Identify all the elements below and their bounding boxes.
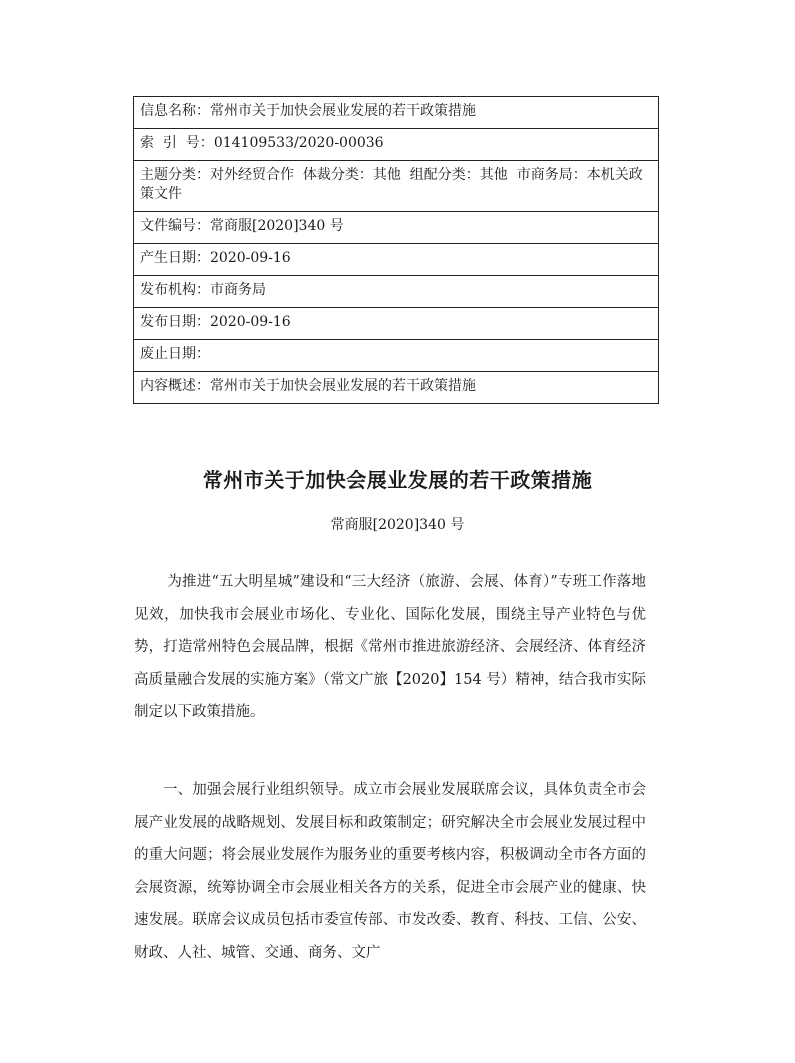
info-value: 2020-09-16	[210, 314, 291, 330]
info-row-expiry-date	[134, 340, 659, 372]
info-cell	[134, 212, 659, 244]
info-cell	[134, 244, 659, 276]
info-row-category	[134, 161, 659, 212]
info-row-publisher	[134, 276, 659, 308]
info-cell	[134, 372, 659, 404]
info-cell	[134, 340, 659, 372]
info-row-file-number	[134, 212, 659, 244]
info-cell	[134, 129, 659, 161]
paragraph-intro: 为推进“五大明星城”建设和“三大经济（旅游、会展、体育）”专班工作落地见效，加快我市会展业市场化、专业化、国际化发展，围绕主导产业特色与优势，打造常州特色会展品牌，根据《常州市推进旅游经济、会展经济、体育经济高质量融合发展的实施方案》（常文广旅【2020】154 号）精神，结合我市实际制定以下政策措施。	[134, 574, 646, 720]
document-number: 常商服[2020]340 号	[330, 517, 465, 533]
document-title: 常州市关于加快会展业发展的若干政策措施	[202, 468, 593, 492]
info-row-publish-date	[134, 308, 659, 340]
info-label: 索 引 号：	[140, 135, 214, 151]
info-value: 对外经贸合作 体裁分类：其他 组配分类：其他 市商务局：本机关政策文件	[140, 167, 643, 202]
info-label: 信息名称：	[140, 103, 210, 119]
info-label: 发布机构：	[140, 282, 210, 298]
info-value: 市商务局	[210, 282, 266, 298]
paragraph-section-1: 一、加强会展行业组织领导。成立市会展业发展联席会议，具体负责全市会展产业发展的战略规划、发展目标和政策制定；研究解决全市会展业发展过程中的重大问题；将会展业发展作为服务业的重要考核内容，积极调动全市各方面的会展资源，统筹协调全市会展业相关各方的关系，促进全市会展产业的健康、快速发展。联席会议成员包括市委宣传部、市发改委、教育、科技、工信、公安、财政、人社、城管、交通、商务、文广	[134, 782, 646, 961]
info-cell	[134, 276, 659, 308]
info-label: 文件编号：	[140, 218, 210, 234]
info-row-index	[134, 129, 659, 161]
info-label: 主题分类：	[140, 167, 210, 183]
info-label: 内容概述：	[140, 378, 210, 394]
info-row-name	[134, 97, 659, 129]
info-value: 常州市关于加快会展业发展的若干政策措施	[210, 103, 476, 119]
info-cell	[134, 97, 659, 129]
info-label: 废止日期：	[140, 346, 210, 362]
info-value: 014109533/2020-00036	[213, 135, 384, 151]
info-cell	[134, 308, 659, 340]
info-cell	[134, 161, 659, 212]
info-row-summary	[134, 372, 659, 404]
info-table	[133, 96, 659, 404]
info-value: 2020-09-16	[210, 250, 291, 266]
info-value: 常州市关于加快会展业发展的若干政策措施	[210, 378, 476, 394]
info-value: 常商服[2020]340 号	[210, 218, 344, 234]
info-label: 产生日期：	[140, 250, 210, 266]
info-row-created-date	[134, 244, 659, 276]
info-label: 发布日期：	[140, 314, 210, 330]
